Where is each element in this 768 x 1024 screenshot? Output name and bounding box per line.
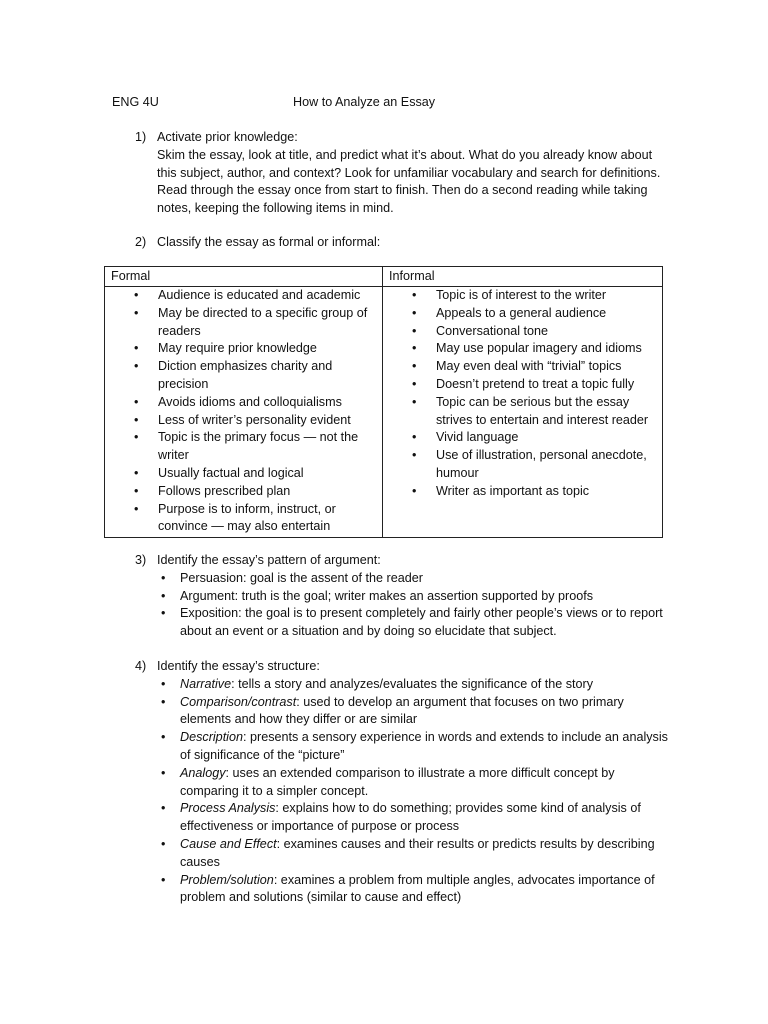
bullet-icon: • bbox=[134, 341, 139, 356]
list-item bbox=[111, 465, 378, 483]
bullet-icon: • bbox=[161, 765, 166, 780]
list-item-text: Exposition: the goal is to present completely and fairly other people’s views or to report about an event or a situation and by doing so elucidate that subject. bbox=[180, 606, 663, 639]
section-heading bbox=[135, 552, 675, 570]
list-item-text: Conversational tone bbox=[436, 323, 549, 338]
list-item-text: Writer as important as topic bbox=[436, 483, 590, 498]
list-item bbox=[111, 501, 378, 537]
section-heading bbox=[135, 234, 675, 252]
bullet-icon: • bbox=[412, 323, 417, 338]
table-header-row bbox=[105, 267, 663, 287]
bullet-icon: • bbox=[161, 606, 166, 621]
list-item bbox=[111, 305, 378, 341]
structure-term: Problem/solution bbox=[180, 872, 274, 887]
structure-term: Process Analysis bbox=[180, 801, 276, 816]
list-item-text: Topic can be serious but the essay strives to entertain and interest reader bbox=[436, 394, 649, 427]
structure-term: Comparison/contrast bbox=[180, 694, 297, 709]
informal-cell bbox=[383, 287, 663, 538]
bullet-icon: • bbox=[134, 412, 139, 427]
bullet-icon: • bbox=[412, 430, 417, 445]
structure-list bbox=[135, 676, 675, 907]
structure-term: Cause and Effect bbox=[180, 836, 277, 851]
argument-pattern-list bbox=[135, 570, 675, 641]
section-paragraph: Skim the essay, look at title, and predict what it’s about. What do you already know about this subject, author, and context? Look for unfamiliar vocabulary and search for definitions. Read through the essay once from start to finish. Then do a second reading while taking notes, keeping the following items in mind. bbox=[157, 147, 661, 216]
document-title: How to Analyze an Essay bbox=[293, 95, 436, 109]
structure-description: : examines causes and their results or predicts results by describing causes bbox=[180, 836, 655, 869]
section-pattern-of-argument bbox=[135, 552, 675, 641]
list-item bbox=[135, 836, 675, 872]
list-item-text: Less of writer’s personality evident bbox=[158, 412, 351, 427]
list-item-text: Follows prescribed plan bbox=[158, 483, 291, 498]
list-item bbox=[135, 588, 675, 606]
list-item bbox=[389, 483, 658, 501]
list-item-text: Avoids idioms and colloquialisms bbox=[158, 394, 342, 409]
structure-description: : examines a problem from multiple angles, advocates importance of problem and solutions (similar to cause and effect) bbox=[180, 872, 655, 905]
section-activate-prior-knowledge bbox=[135, 129, 675, 218]
structure-term: Analogy bbox=[180, 765, 226, 780]
list-item-text: May require prior knowledge bbox=[158, 341, 317, 356]
list-item-text: May even deal with “trivial” topics bbox=[436, 359, 622, 374]
list-item bbox=[389, 287, 658, 305]
section-number: 4) bbox=[135, 659, 147, 673]
list-item bbox=[135, 570, 675, 588]
list-item bbox=[135, 729, 675, 765]
list-item-text: Diction emphasizes charity and precision bbox=[158, 359, 333, 391]
section-number: 1) bbox=[135, 130, 147, 144]
list-item-text: Topic is the primary focus — not the writer bbox=[158, 430, 359, 463]
bullet-icon: • bbox=[161, 836, 166, 851]
column-header-informal: Informal bbox=[383, 267, 663, 287]
list-item-text: Topic is of interest to the writer bbox=[436, 288, 607, 302]
list-item bbox=[389, 340, 658, 358]
bullet-icon: • bbox=[161, 570, 166, 585]
structure-description: : presents a sensory experience in words and extends to include an analysis of significance of the “picture” bbox=[180, 730, 668, 762]
bullet-icon: • bbox=[412, 483, 417, 498]
column-header-formal: Formal bbox=[105, 267, 383, 287]
bullet-icon: • bbox=[161, 872, 166, 887]
list-item-text: Doesn’t pretend to treat a topic fully bbox=[436, 376, 635, 391]
bullet-icon: • bbox=[412, 448, 417, 463]
bullet-icon: • bbox=[412, 305, 417, 320]
informal-list bbox=[389, 287, 658, 502]
list-item-text: May be directed to a specific group of readers bbox=[158, 305, 368, 338]
bullet-icon: • bbox=[412, 359, 417, 374]
list-item bbox=[389, 305, 658, 323]
section-heading-text: Identify the essay’s pattern of argument: bbox=[157, 553, 381, 567]
bullet-icon: • bbox=[134, 483, 139, 498]
bullet-icon: • bbox=[134, 501, 139, 516]
section-heading-text: Classify the essay as formal or informal: bbox=[157, 235, 381, 249]
section-heading bbox=[135, 658, 675, 676]
list-item bbox=[111, 287, 378, 305]
list-item bbox=[135, 800, 675, 836]
list-item bbox=[111, 394, 378, 412]
bullet-icon: • bbox=[134, 394, 139, 409]
bullet-icon: • bbox=[412, 341, 417, 356]
list-item bbox=[135, 676, 675, 694]
list-item-text: Usually factual and logical bbox=[158, 465, 304, 480]
list-item bbox=[135, 765, 675, 801]
section-classify-essay bbox=[135, 234, 675, 252]
list-item bbox=[111, 340, 378, 358]
list-item-text: Audience is educated and academic bbox=[158, 288, 361, 302]
section-number: 3) bbox=[135, 553, 147, 567]
list-item bbox=[111, 412, 378, 430]
bullet-icon: • bbox=[412, 288, 417, 302]
list-item bbox=[389, 394, 658, 430]
bullet-icon: • bbox=[412, 394, 417, 409]
structure-term: Narrative bbox=[180, 676, 232, 691]
list-item bbox=[389, 323, 658, 341]
list-item bbox=[135, 872, 675, 908]
bullet-icon: • bbox=[134, 305, 139, 320]
bullet-icon: • bbox=[134, 288, 139, 302]
formal-cell bbox=[105, 287, 383, 538]
bullet-icon: • bbox=[161, 730, 166, 745]
section-heading-text: Identify the essay’s structure: bbox=[157, 659, 320, 673]
list-item bbox=[111, 429, 378, 465]
list-item-text: Use of illustration, personal anecdote, humour bbox=[436, 448, 647, 480]
table-row bbox=[105, 287, 663, 538]
list-item bbox=[389, 358, 658, 376]
bullet-icon: • bbox=[134, 430, 139, 445]
list-item bbox=[135, 605, 675, 641]
structure-description: : explains how to do something; provides some kind of analysis of effectiveness or importance of purpose or process bbox=[180, 801, 641, 834]
formal-informal-table bbox=[104, 266, 663, 538]
list-item-text: Purpose is to inform, instruct, or convince — may also entertain bbox=[158, 501, 336, 534]
list-item bbox=[389, 429, 658, 447]
section-essay-structure bbox=[135, 658, 675, 907]
list-item-text: Argument: truth is the goal; writer makes an assertion supported by proofs bbox=[180, 588, 593, 603]
bullet-icon: • bbox=[161, 588, 166, 603]
course-code: ENG 4U bbox=[112, 95, 159, 109]
bullet-icon: • bbox=[134, 359, 139, 374]
section-heading-text: Activate prior knowledge: bbox=[157, 130, 298, 144]
list-item-text: Persuasion: goal is the assent of the reader bbox=[180, 570, 423, 585]
list-item bbox=[389, 376, 658, 394]
list-item bbox=[389, 447, 658, 483]
structure-term: Description bbox=[180, 730, 243, 745]
bullet-icon: • bbox=[134, 465, 139, 480]
list-item-text: Vivid language bbox=[436, 430, 519, 445]
section-number: 2) bbox=[135, 235, 147, 249]
list-item-text: Appeals to a general audience bbox=[436, 305, 607, 320]
bullet-icon: • bbox=[412, 376, 417, 391]
document-header bbox=[112, 94, 672, 112]
list-item bbox=[111, 358, 378, 394]
formal-list bbox=[111, 287, 378, 537]
structure-description: : tells a story and analyzes/evaluates the significance of the story bbox=[231, 676, 594, 691]
structure-description: : used to develop an argument that focuses on two primary elements and how they differ or are similar bbox=[180, 694, 624, 727]
list-item bbox=[135, 694, 675, 730]
list-item bbox=[111, 483, 378, 501]
bullet-icon: • bbox=[161, 694, 166, 709]
structure-description: : uses an extended comparison to illustrate a more difficult concept by comparing it to a simpler concept. bbox=[180, 765, 615, 798]
section-heading bbox=[135, 129, 675, 147]
bullet-icon: • bbox=[161, 676, 166, 691]
list-item-text: May use popular imagery and idioms bbox=[436, 341, 642, 356]
bullet-icon: • bbox=[161, 801, 166, 816]
